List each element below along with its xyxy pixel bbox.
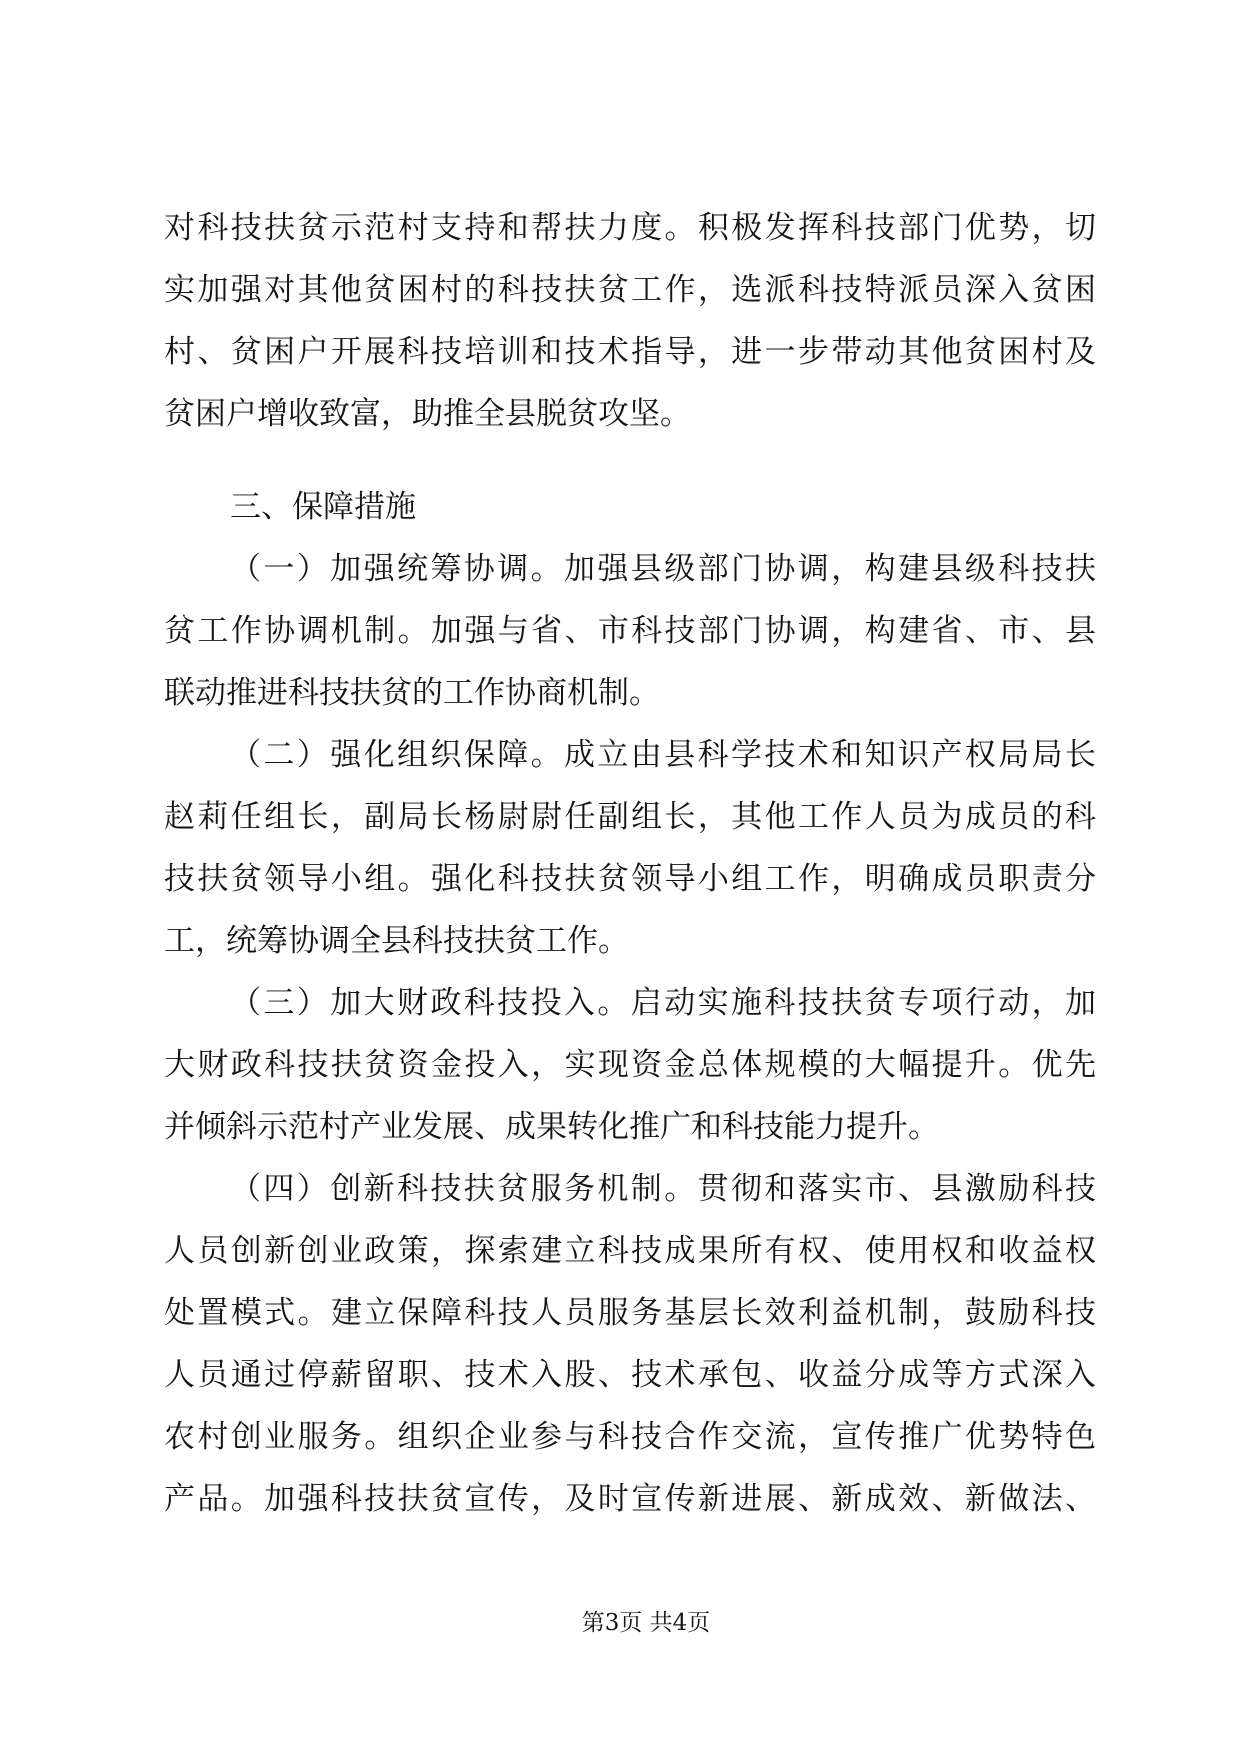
paragraph-line: 技扶贫领导小组。强化科技扶贫领导小组工作，明确成员职责分 — [164, 861, 1096, 897]
paragraph-line: 处置模式。建立保障科技人员服务基层长效利益机制，鼓励科技 — [164, 1295, 1096, 1331]
body-text — [164, 197, 1096, 1530]
paragraph-line: 贫困户增收致富，助推全县脱贫攻坚。 — [164, 396, 691, 432]
paragraph-line: 村、贫困户开展科技培训和技术指导，进一步带动其他贫困村及 — [164, 334, 1096, 370]
paragraph-line: 人员创新创业政策，探索建立科技成果所有权、使用权和收益权 — [164, 1233, 1096, 1269]
paragraph-line: 赵莉任组长，副局长杨尉尉任副组长，其他工作人员为成员的科 — [164, 799, 1096, 835]
measure-item-4 — [164, 1158, 1096, 1530]
paragraph-line: 对科技扶贫示范村支持和帮扶力度。积极发挥科技部门优势，切 — [164, 210, 1096, 246]
paragraph-line: 产品。加强科技扶贫宣传，及时宣传新进展、新成效、新做法、 — [164, 1481, 1096, 1517]
measure-item-3 — [164, 972, 1096, 1158]
measure-item-1 — [164, 538, 1096, 724]
paragraph-line: 并倾斜示范村产业发展、成果转化推广和科技能力提升。 — [164, 1109, 939, 1145]
paragraph-line: （二）强化组织保障。成立由县科学技术和知识产权局局长 — [230, 737, 1096, 773]
section-heading — [164, 476, 1096, 538]
paragraph-line: （三）加大财政科技投入。启动实施科技扶贫专项行动，加 — [230, 985, 1096, 1021]
paragraph-line: 贫工作协调机制。加强与省、市科技部门协调，构建省、市、县 — [164, 613, 1096, 649]
paragraph-line: 联动推进科技扶贫的工作协商机制。 — [164, 675, 660, 711]
paragraph-line: （一）加强统筹协调。加强县级部门协调，构建县级科技扶 — [230, 551, 1096, 587]
section-heading-text: 三、保障措施 — [230, 489, 416, 525]
continued-paragraph — [164, 197, 1096, 445]
paragraph-line: 工，统筹协调全县科技扶贫工作。 — [164, 923, 629, 959]
paragraph-line: 实加强对其他贫困村的科技扶贫工作，选派科技特派员深入贫困 — [164, 272, 1096, 308]
page-number-footer: 第3页 共4页 — [581, 1610, 711, 1636]
paragraph-line: （四）创新科技扶贫服务机制。贯彻和落实市、县激励科技 — [230, 1171, 1096, 1207]
measure-item-2 — [164, 724, 1096, 972]
paragraph-line: 大财政科技扶贫资金投入，实现资金总体规模的大幅提升。优先 — [164, 1047, 1096, 1083]
paragraph-line: 人员通过停薪留职、技术入股、技术承包、收益分成等方式深入 — [164, 1357, 1096, 1393]
paragraph-line: 农村创业服务。组织企业参与科技合作交流，宣传推广优势特色 — [164, 1419, 1096, 1455]
